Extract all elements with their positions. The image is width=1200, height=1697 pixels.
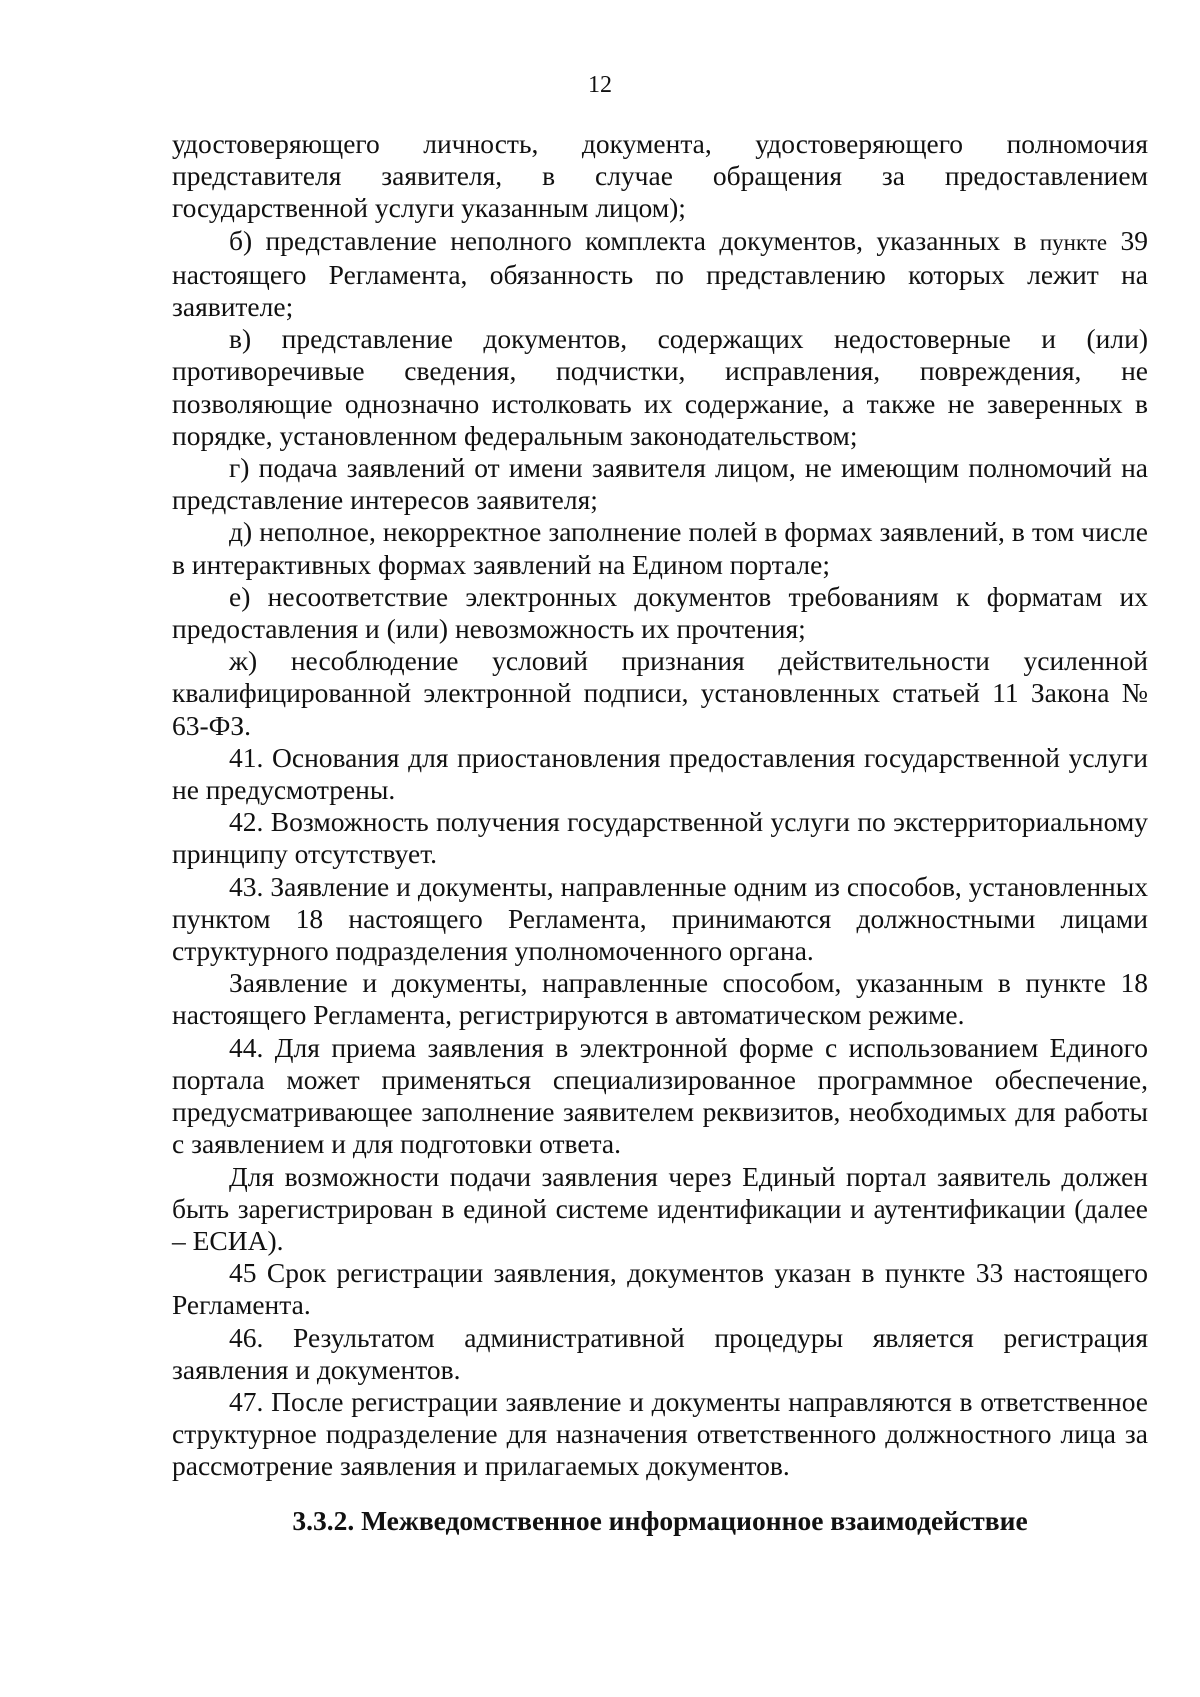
paragraph-text: б) представление неполного комплекта документов, указанных в xyxy=(229,224,1040,256)
paragraph: 44. Для приема заявления в электронной форме с использованием Единого портала может применяться специализированное программное обеспечение, предусматривающее заполнение заявителем реквизитов, необходимых для работы с заявлением и для подготовки ответа. xyxy=(172,1031,1148,1160)
paragraph: Для возможности подачи заявления через Единый портал заявитель должен быть зарегистрирован в единой системе идентификации и аутентификации (далее – ЕСИА). xyxy=(172,1160,1148,1256)
paragraph: д) неполное, некорректное заполнение полей в формах заявлений, в том числе в интерактивных формах заявлений на Едином портале; xyxy=(172,516,1148,580)
paragraph: в) представление документов, содержащих недостоверные и (или) противоречивые сведения, подчистки, исправления, повреждения, не позволяющие однозначно истолковать их содержание, а также не заверенных в порядке, установленном федеральным законодательством; xyxy=(172,323,1148,451)
paragraph-text: 39 настоящего Регламента, обязанность по представлению которых лежит на заявителе; xyxy=(172,224,1148,323)
paragraph: е) несоответствие электронных документов требованиям к форматам их предоставления и (или) невозможность их прочтения; xyxy=(172,580,1148,645)
section-heading: 3.3.2. Межведомственное информационное взаимодействие xyxy=(292,1504,1028,1536)
paragraph: ж) несоблюдение условий признания действительности усиленной квалифицированной электронной подписи, установленных статьей 11 Закона № 63-ФЗ. xyxy=(172,645,1148,741)
paragraph: 46. Результатом административной процедуры является регистрация заявления и документов. xyxy=(172,1321,1148,1385)
paragraph: 43. Заявление и документы, направленные одним из способов, установленных пунктом 18 настоящего Регламента, принимаются должностными лицами структурного подразделения уполномоченного органа. xyxy=(172,870,1148,967)
document-body xyxy=(172,128,1148,1537)
paragraph: удостоверяющего личность, документа, удостоверяющего полномочия представителя заявителя, в случае обращения за предоставлением государственной услуги указанным лицом); xyxy=(172,128,1148,224)
paragraph xyxy=(172,225,1148,324)
paragraph: 45 Срок регистрации заявления, документов указан в пункте 33 настоящего Регламента. xyxy=(172,1257,1148,1321)
paragraph: 42. Возможность получения государственной услуги по экстерриториальному принципу отсутствует. xyxy=(172,806,1148,870)
paragraph: 47. После регистрации заявление и документы направляются в ответственное структурное подразделение для назначения ответственного должностного лица за рассмотрение заявления и прилагаемых документов. xyxy=(172,1385,1148,1482)
page-number: 12 xyxy=(588,72,612,98)
paragraph: 41. Основания для приостановления предоставления государственной услуги не предусмотрены. xyxy=(172,741,1148,806)
paragraph: Заявление и документы, направленные способом, указанным в пункте 18 настоящего Регламента, регистрируются в автоматическом режиме. xyxy=(172,967,1148,1031)
paragraph: г) подача заявлений от имени заявителя лицом, не имеющим полномочий на представление интересов заявителя; xyxy=(172,452,1148,516)
paragraph-text-small: пункте xyxy=(1039,229,1108,255)
